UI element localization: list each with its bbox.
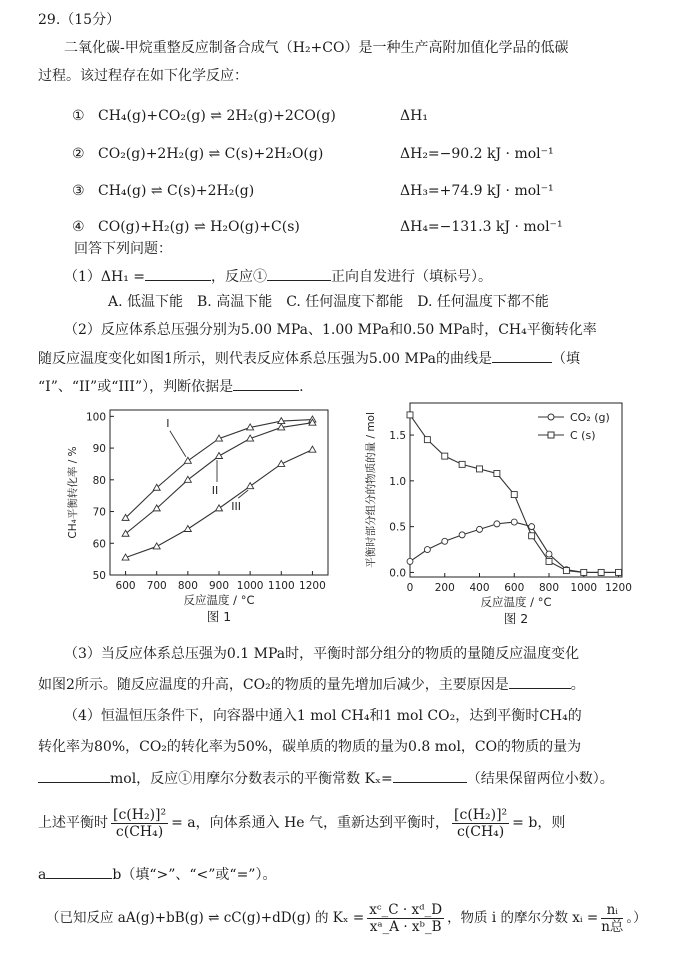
q2-text: 随反应温度变化如图1所示，则代表反应体系总压强为5.00 MPa的曲线是 (38, 351, 493, 367)
figure-2-chart (360, 395, 650, 638)
q3-line-2: 如图2所示。随反应温度的升高，CO₂的物质的量先增加后减少，主要原因是 。 (38, 674, 585, 695)
reaction-number: ④ (72, 219, 85, 235)
reaction-number: ① (72, 108, 85, 124)
curve-label: I (166, 416, 170, 430)
fraction-denominator: c(CH₄) (456, 823, 505, 840)
data-point (247, 483, 254, 489)
fraction-numerator: [c(H₂)]² (113, 806, 167, 823)
y-tick-label: 50 (92, 570, 106, 582)
reaction-enthalpy: ΔH₄=−131.3 kJ · mol⁻¹ (400, 219, 563, 235)
y-axis-label: 平衡时部分组分的物质的量 / mol (365, 412, 377, 568)
data-point (546, 558, 552, 564)
y-tick-label: 1.0 (389, 475, 406, 488)
data-point (581, 569, 587, 575)
y-tick-label: 0.5 (389, 521, 406, 534)
q1-text-c: 正向自发进行（填标号）。 (331, 269, 493, 285)
x-tick-label: 600 (504, 582, 525, 594)
q4c-text-a: a (38, 867, 47, 883)
figure-caption: 图 2 (503, 611, 529, 626)
reaction-4 (72, 217, 672, 237)
note-line (46, 900, 647, 936)
x-tick-label: 900 (208, 580, 230, 592)
ratio-fraction-1 (111, 807, 168, 840)
q4-blank-co[interactable] (38, 768, 110, 783)
q4b-text-a: 上述平衡时 (38, 815, 108, 831)
q4c-text-b: b（填“>”、“<”或“=”）。 (112, 867, 277, 883)
y-tick-label: 80 (92, 474, 106, 487)
x-axis-label: 反应温度 / °C (183, 593, 255, 607)
fraction-denominator: xᵃ_A · xᵇ_B (369, 919, 442, 935)
data-point (563, 568, 569, 574)
reaction-enthalpy: ΔH₁ (400, 108, 428, 124)
q2-text-2: （填 (552, 351, 581, 367)
intro-line-2: 过程。该过程存在如下化学反应： (38, 68, 248, 84)
x-tick-label: 700 (146, 580, 167, 592)
q4-compare-line (38, 864, 276, 885)
q4-blank-compare[interactable] (46, 864, 112, 879)
q3-blank[interactable] (509, 674, 571, 689)
x-tick-label: 200 (434, 582, 455, 594)
y-tick-label: 100 (85, 411, 106, 424)
reaction-number: ② (72, 146, 85, 162)
legend-marker (548, 432, 554, 438)
q4-ratio-line (38, 806, 565, 840)
q4b-text-b: = a，向体系通入 He 气，重新达到平衡时， (171, 815, 450, 831)
legend-marker (548, 414, 554, 420)
y-tick-label: 70 (92, 506, 106, 519)
y-tick-label: 0.0 (389, 567, 406, 580)
intro-line-1: 二氧化碳-甲烷重整反应制备合成气（H₂+CO）是一种生产高附加值化学品的低碳 (64, 40, 569, 56)
note-text-b: ，物质 i 的摩尔分数 xᵢ = (447, 910, 599, 926)
reaction-enthalpy: ΔH₂=−90.2 kJ · mol⁻¹ (400, 146, 554, 162)
curve-label-arrow (170, 431, 186, 457)
data-point (407, 558, 413, 564)
note-text-a: （已知反应 aA(g)+bB(g) ⇌ cC(g)+dD(g) 的 Kₓ = (46, 910, 365, 926)
reaction-equation: CH₄(g) ⇌ C(s)+2H₂(g) (98, 183, 255, 199)
data-point (442, 538, 448, 544)
curve-label: III (231, 500, 242, 514)
fraction-numerator: nᵢ (601, 902, 623, 919)
reaction-number: ③ (72, 183, 85, 199)
ratio-fraction-2 (452, 807, 509, 840)
x-tick-label: 800 (177, 580, 198, 592)
x-tick-label: 400 (469, 582, 490, 594)
data-point (184, 457, 191, 463)
q4-line-1: （4）恒温恒压条件下，向容器中通入1 mol CH₄和1 mol CO₂，达到平衡时CH₄的 (64, 708, 582, 724)
q1-text-b: ，反应① (211, 269, 268, 285)
q2-blank-1[interactable] (492, 348, 552, 363)
reaction-enthalpy: ΔH₃=+74.9 kJ · mol⁻¹ (400, 183, 554, 199)
y-tick-label: 90 (92, 443, 106, 456)
data-point (442, 453, 448, 459)
fraction-denominator: n总 (601, 919, 624, 935)
data-point (216, 453, 223, 459)
answer-intro: 回答下列问题： (74, 241, 172, 257)
data-point (153, 543, 160, 549)
mole-fraction (601, 902, 623, 935)
data-point (477, 526, 483, 532)
data-point (184, 476, 191, 482)
curve-label: II (211, 484, 219, 498)
q3-text: 如图2所示。随反应温度的升高，CO₂的物质的量先增加后减少，主要原因是 (38, 677, 509, 693)
kx-fraction (367, 902, 444, 935)
q2-line-3: “I”、“II”或“III”），判断依据是 . (38, 376, 304, 397)
data-point (511, 492, 517, 498)
reaction-equation: CO(g)+H₂(g) ⇌ H₂O(g)+C(s) (98, 219, 300, 235)
x-tick-label: 1200 (605, 582, 632, 594)
x-tick-label: 1200 (299, 580, 326, 592)
q4-text: mol，反应①用摩尔分数表示的平衡常数 Kₓ= (110, 771, 393, 787)
data-point (424, 437, 430, 443)
fraction-denominator: c(CH₄) (115, 823, 164, 840)
reaction-3 (72, 181, 672, 201)
reaction-equation: CO₂(g)+2H₂(g) ⇌ C(s)+2H₂O(g) (98, 146, 324, 162)
q1-blank-2[interactable] (267, 266, 331, 281)
y-tick-label: 60 (92, 538, 106, 551)
data-point (616, 569, 622, 575)
data-point (511, 519, 517, 525)
data-point (459, 461, 465, 467)
q4b-text-c: = b，则 (512, 815, 566, 831)
q4-line-2: 转化率为80%，CO₂的转化率为50%，碳单质的物质的量为0.8 mol，CO的物质的量为 (38, 739, 582, 755)
q3-line-1: （3）当反应体系总压强为0.1 MPa时，平衡时部分组分的物质的量随反应温度变化 (64, 646, 580, 662)
q4-text-2: （结果保留两位小数）。 (466, 771, 614, 787)
q2-line-2 (38, 348, 580, 369)
data-point (216, 505, 223, 511)
x-tick-label: 600 (115, 580, 136, 592)
y-tick-label: 1.5 (389, 430, 406, 443)
y-axis-label: CH₄平衡转化率 / % (67, 446, 79, 539)
figure-1-chart (60, 398, 340, 638)
x-tick-label: 1000 (570, 582, 598, 594)
data-point (407, 412, 413, 418)
series-line (410, 522, 619, 572)
x-tick-label: 1000 (236, 580, 264, 592)
question-number: 29.（15分） (38, 12, 121, 28)
legend-label: C (s) (570, 429, 596, 442)
x-tick-label: 800 (538, 582, 560, 594)
q1-blank-1[interactable] (145, 266, 211, 281)
q1-options: A. 低温下能 B. 高温下能 C. 任何温度下都能 D. 任何温度下都不能 (108, 294, 549, 310)
data-point (184, 525, 191, 531)
reaction-1 (72, 106, 672, 126)
data-point (546, 551, 552, 557)
data-point (278, 460, 285, 466)
data-point (477, 466, 483, 472)
x-tick-label: 1100 (267, 580, 295, 592)
note-text-c: 。） (626, 910, 647, 926)
data-point (529, 524, 535, 530)
data-point (309, 446, 316, 452)
q2-line-1: （2）反应体系总压强分别为5.00 MPa、1.00 MPa和0.50 MPa时，CH₄平衡转化率 (64, 322, 597, 338)
q1-text-a: （1）ΔH₁ = (64, 269, 146, 285)
q4-blank-kx[interactable] (393, 768, 467, 783)
data-point (424, 547, 430, 553)
fraction-numerator: [c(H₂)]² (454, 806, 508, 823)
reaction-2 (72, 144, 672, 164)
legend-label: CO₂ (g) (570, 411, 610, 424)
data-point (459, 532, 465, 538)
data-point (494, 521, 500, 527)
q2-text-3: “I”、“II”或“III”），判断依据是 (38, 379, 234, 395)
q4-line-3 (38, 768, 614, 789)
x-axis-label: 反应温度 / °C (480, 595, 552, 609)
data-point (494, 471, 500, 477)
data-point (598, 569, 604, 575)
x-tick-label: 0 (406, 582, 414, 594)
figure-caption: 图 1 (206, 609, 232, 624)
q1-line (64, 266, 492, 287)
reaction-equation: CH₄(g)+CO₂(g) ⇌ 2H₂(g)+2CO(g) (98, 108, 336, 124)
fraction-numerator: xᶜ_C · xᵈ_D (369, 902, 443, 918)
q2-blank-2[interactable] (233, 376, 299, 391)
data-point (529, 533, 535, 539)
